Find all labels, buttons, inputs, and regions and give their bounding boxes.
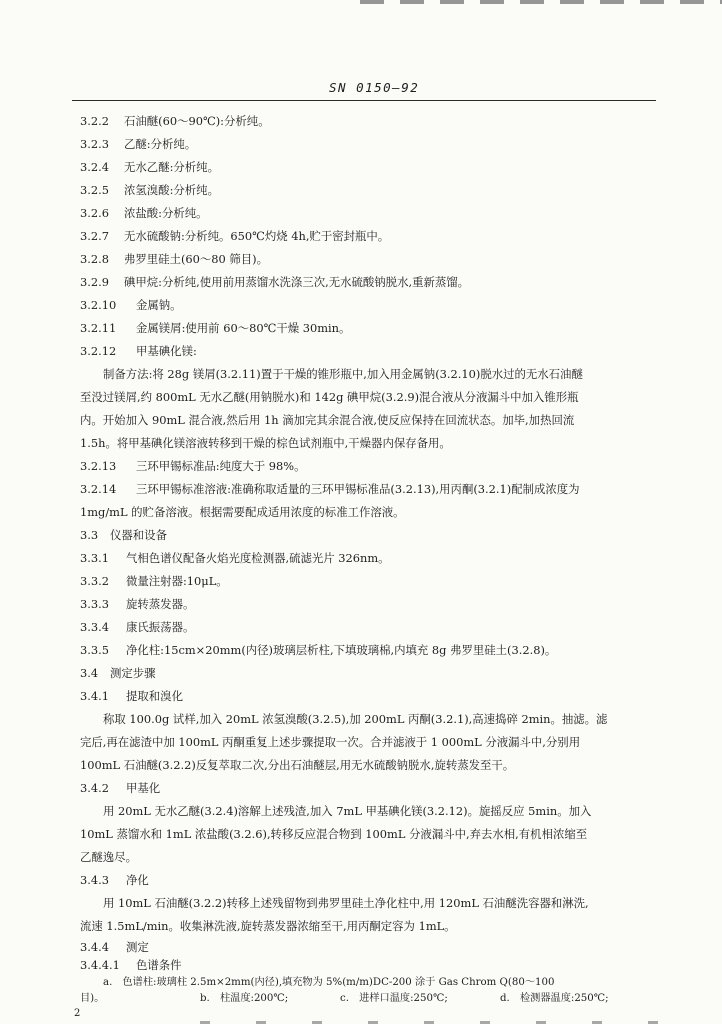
item-number: 3.4.1 xyxy=(80,689,109,703)
item-number: 3.4.2 xyxy=(80,781,109,795)
paragraph-line: 1mg/mL 的贮备溶液。根据需要配成适用浓度的标准工作溶液。 xyxy=(80,505,405,519)
item-number: 3.2.4 xyxy=(80,160,109,174)
item-text: 浓氢溴酸:分析纯。 xyxy=(124,183,219,197)
paragraph-line: 用 20mL 无水乙醚(3.2.4)溶解上述残渣,加入 7mL 甲基碘化镁(3.2.12)。旋摇反应 5min。加入 xyxy=(103,804,592,818)
section-title: 测定步骤 xyxy=(110,666,156,680)
item-title: 甲基化 xyxy=(126,781,161,795)
item-number: 3.2.5 xyxy=(80,183,109,197)
item-text: 三环甲锡标准溶液:准确称取适量的三环甲锡标准品(3.2.13),用丙酮(3.2.1)配制成浓度为 xyxy=(136,482,580,496)
item-number: 3.3.1 xyxy=(80,551,109,565)
item-number: 3.2.9 xyxy=(80,275,109,289)
section-number: 3.3 xyxy=(80,528,99,542)
item-number: 3.4.3 xyxy=(80,873,109,887)
paragraph-line: 用 10mL 石油醚(3.2.2)转移上述残留物到弗罗里硅土净化柱中,用 120mL 石油醚洗容器和淋洗, xyxy=(103,896,589,910)
item-number: 3.3.5 xyxy=(80,643,109,657)
item-number: 3.2.14 xyxy=(80,482,117,496)
item-number: 3.2.3 xyxy=(80,137,109,151)
paragraph-line: 乙醚逸尽。 xyxy=(80,850,137,864)
item-title: 色谱条件 xyxy=(136,958,182,972)
item-number: 3.3.4 xyxy=(80,620,109,634)
item-text: 甲基碘化镁: xyxy=(136,344,197,358)
condition-c: c. 进样口温度:250℃; xyxy=(340,993,448,1004)
paragraph-line: 称取 100.0g 试样,加入 20mL 浓氢溴酸(3.2.5),加 200mL 丙酮(3.2.1),高速捣碎 2min。抽滤。滤 xyxy=(103,712,608,726)
item-title: 测定 xyxy=(126,940,149,954)
paragraph-line: 流速 1.5mL/min。收集淋洗液,旋转蒸发器浓缩至干,用丙酮定容为 1mL。 xyxy=(80,919,456,933)
item-text: 弗罗里硅土(60～80 筛目)。 xyxy=(124,252,269,266)
item-text: 净化柱:15cm×20mm(内径)玻璃层析柱,下填玻璃棉,内填充 8g 弗罗里硅土(3.2.8)。 xyxy=(126,643,557,657)
item-number: 3.2.2 xyxy=(80,114,109,128)
item-number: 3.4.4.1 xyxy=(80,958,120,972)
paragraph-line: 完后,再在滤渣中加 100mL 丙酮重复上述步骤提取一次。合并滤液于 1 000mL 分液漏斗中,分别用 xyxy=(80,735,581,749)
scan-artifact-top xyxy=(360,0,722,4)
item-number: 3.3.3 xyxy=(80,597,109,611)
item-number: 3.2.13 xyxy=(80,459,117,473)
item-text: 康氏振荡器。 xyxy=(126,620,195,634)
header-rule xyxy=(72,100,656,101)
paragraph-line: 100mL 石油醚(3.2.2)反复萃取二次,分出石油醚层,用无水硫酸钠脱水,旋转蒸发至干。 xyxy=(80,758,515,772)
item-text: 无水硫酸钠:分析纯。650℃灼烧 4h,贮于密封瓶中。 xyxy=(124,229,390,243)
item-text: 金属镁屑:使用前 60～80℃干燥 30min。 xyxy=(136,321,351,335)
item-text: 旋转蒸发器。 xyxy=(126,597,195,611)
paragraph-line: 10mL 蒸馏水和 1mL 浓盐酸(3.2.6),转移反应混合物到 100mL 分液漏斗中,弃去水相,有机相浓缩至 xyxy=(80,827,588,841)
paragraph-line: 至没过镁屑,约 800mL 无水乙醚(用钠脱水)和 142g 碘甲烷(3.2.9)混合液从分液漏斗中加入锥形瓶 xyxy=(80,390,579,404)
section-number: 3.4 xyxy=(80,666,99,680)
paragraph-line: 内。开始加入 90mL 混合液,然后用 1h 滴加完其余混合液,使反应保持在回流状态。加毕,加热回流 xyxy=(80,413,575,427)
item-title: 净化 xyxy=(126,873,149,887)
item-number: 3.2.12 xyxy=(80,344,117,358)
item-number: 3.2.7 xyxy=(80,229,109,243)
section-title: 仪器和设备 xyxy=(110,528,167,542)
item-text: 浓盐酸:分析纯。 xyxy=(124,206,208,220)
item-number: 3.2.6 xyxy=(80,206,109,220)
condition-d: d. 检测器温度:250℃; xyxy=(500,993,609,1004)
standard-code: SN 0150—92 xyxy=(329,80,420,95)
item-number: 3.4.4 xyxy=(80,940,109,954)
item-text: 金属钠。 xyxy=(136,298,182,312)
condition-a-cont: 目)。 xyxy=(80,993,105,1004)
condition-a: a. 色谱柱:玻璃柱 2.5m×2mm(内径),填充物为 5%(m/m)DC-200 涂于 Gas Chrom Q(80～100 xyxy=(103,977,555,988)
item-text: 气相色谱仪配备火焰光度检测器,硫滤光片 326nm。 xyxy=(126,551,390,565)
item-number: 3.3.2 xyxy=(80,574,109,588)
item-number: 3.2.11 xyxy=(80,321,117,335)
item-number: 3.2.10 xyxy=(80,298,117,312)
paragraph-line: 制备方法:将 28g 镁屑(3.2.11)置于干燥的锥形瓶中,加入用金属钠(3.2.10)脱水过的无水石油醚 xyxy=(103,367,583,381)
item-text: 乙醚:分析纯。 xyxy=(124,137,197,151)
item-text: 三环甲锡标准品:纯度大于 98%。 xyxy=(136,459,306,473)
item-text: 石油醚(60～90℃):分析纯。 xyxy=(124,114,270,128)
condition-b: b. 柱温度:200℃; xyxy=(200,993,289,1004)
item-title: 提取和溴化 xyxy=(126,689,183,703)
page-number: 2 xyxy=(74,1008,81,1019)
item-text: 无水乙醚:分析纯。 xyxy=(124,160,219,174)
item-number: 3.2.8 xyxy=(80,252,109,266)
item-text: 碘甲烷:分析纯,使用前用蒸馏水洗涤三次,无水硫酸钠脱水,重新蒸馏。 xyxy=(124,275,470,289)
item-text: 微量注射器:10μL。 xyxy=(126,574,228,588)
paragraph-line: 1.5h。将甲基碘化镁溶液转移到干燥的棕色试剂瓶中,干燥器内保存备用。 xyxy=(80,436,451,450)
